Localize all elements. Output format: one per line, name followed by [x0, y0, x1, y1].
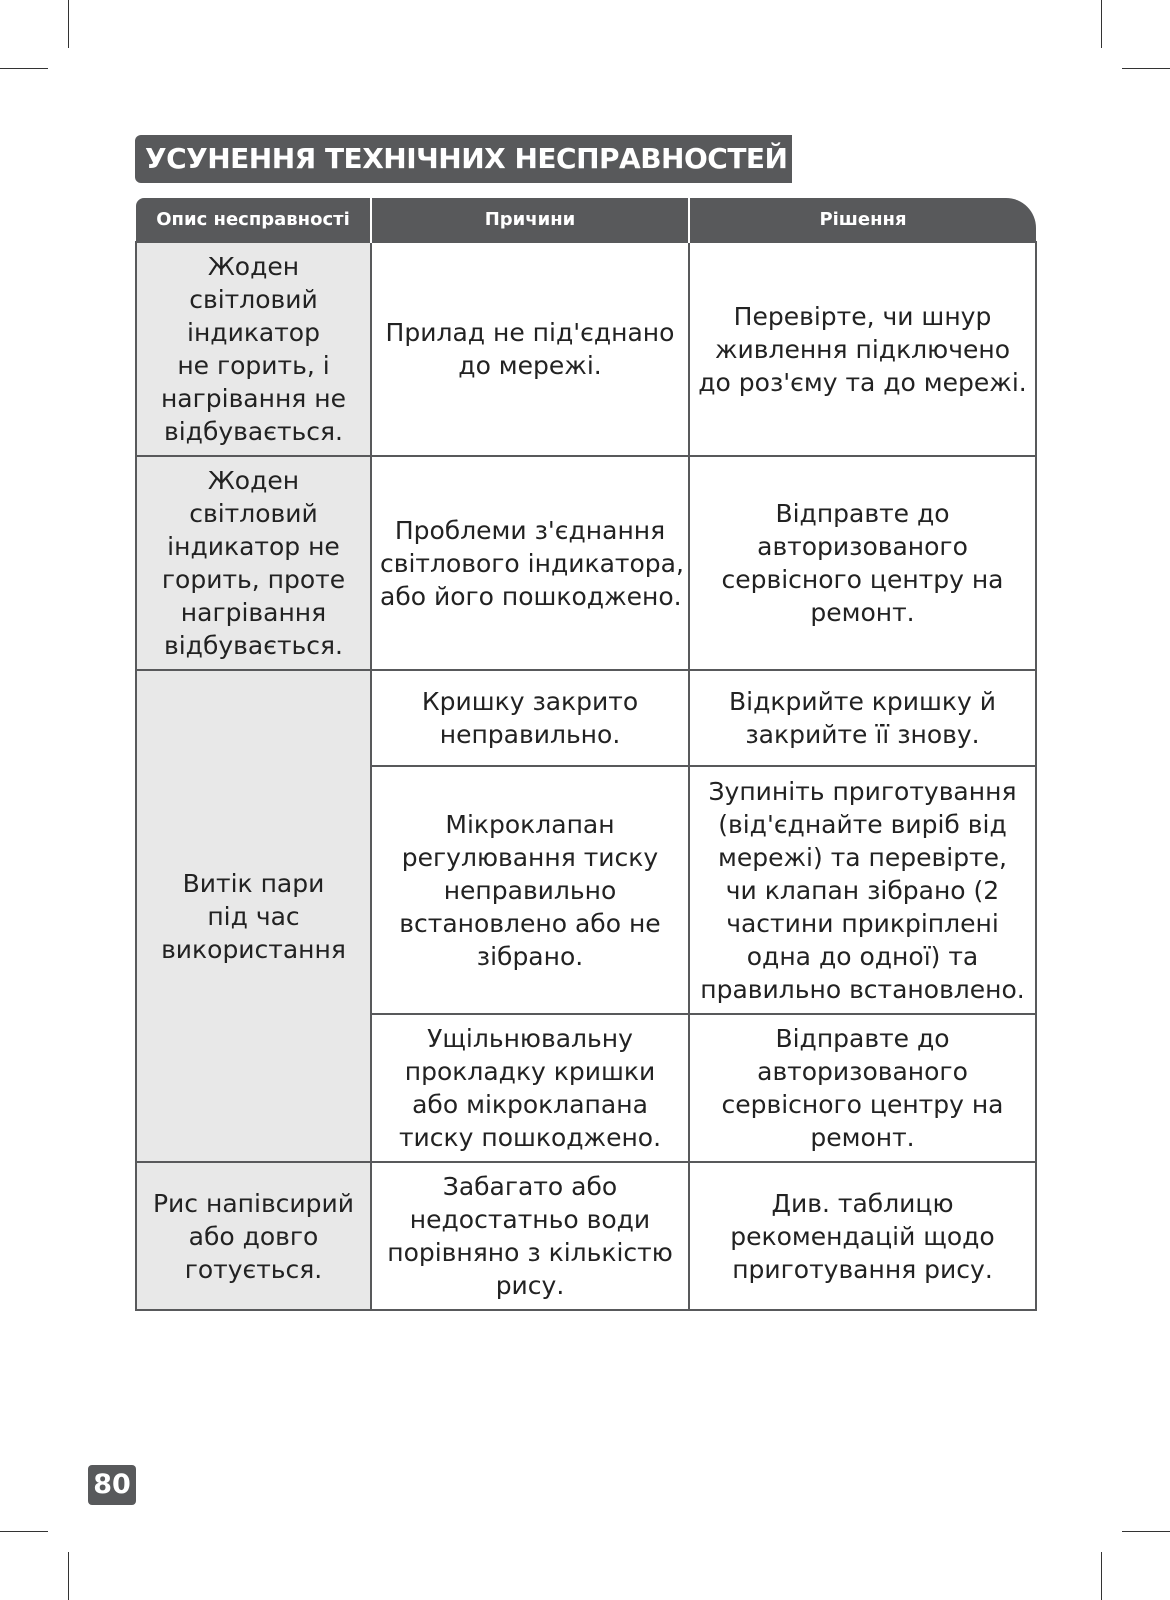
cell-text-line: неправильно. — [439, 720, 621, 749]
cell-text-line: Ущільнювальну — [427, 1024, 633, 1053]
cell-text-line: Відправте до — [775, 1024, 950, 1053]
cell-text-line: до мережі. — [458, 351, 602, 380]
cause-cell — [371, 670, 689, 766]
cell-text-line: частини прикріплені — [726, 908, 999, 938]
cell-text-line: неправильно — [443, 875, 617, 905]
cell-text-line: Відправте до — [775, 499, 950, 528]
cell-text-line: Забагато або — [442, 1172, 618, 1201]
fault-description-cell — [136, 242, 371, 456]
header-causes: Причини — [371, 198, 689, 242]
cell-text-line: світловий — [189, 499, 318, 528]
cell-text-line: індикатор — [187, 318, 320, 347]
cell-text-line: авторизованого — [757, 532, 968, 561]
cell-text-line: Жоден — [207, 252, 300, 281]
crop-mark — [68, 1552, 69, 1600]
cell-text-line: чи клапан зібрано (2 — [725, 875, 1000, 905]
solution-cell — [689, 456, 1036, 670]
solution-cell — [689, 1014, 1036, 1162]
solution-cell — [689, 1162, 1036, 1310]
cell-text-line: або мікроклапана — [412, 1090, 648, 1119]
fault-description-cell — [136, 456, 371, 670]
table-row — [136, 242, 1036, 456]
cell-text-line: сервісного центру на — [721, 1090, 1004, 1119]
crop-mark — [68, 0, 69, 48]
cell-text-line: ремонт. — [810, 598, 915, 627]
cell-text-line: відбувається. — [164, 631, 343, 660]
cell-text-line: світлового індикатора, — [380, 548, 684, 578]
header-description: Опис несправності — [136, 198, 371, 242]
cell-text-line: Мікроклапан — [445, 809, 615, 839]
page-number: 80 — [88, 1465, 136, 1505]
cell-text-line: до роз'єму та до мережі. — [698, 367, 1027, 397]
cell-text-line: Відкрийте кришку й — [729, 687, 996, 716]
cell-text-line: сервісного центру на — [721, 565, 1004, 594]
cell-text-line: горить, проте — [161, 565, 346, 594]
cause-cell — [371, 766, 689, 1014]
solution-cell — [689, 670, 1036, 766]
crop-mark — [0, 68, 48, 69]
cell-text-line: зібрано. — [476, 941, 584, 971]
cell-text-line: індикатор не — [167, 532, 340, 561]
crop-mark — [1122, 68, 1170, 69]
section-title: УСУНЕННЯ ТЕХНІЧНИХ НЕСПРАВНОСТЕЙ — [135, 135, 792, 183]
cell-text-line: Прилад не під'єднано — [385, 318, 675, 347]
header-solutions: Рішення — [689, 198, 1036, 242]
table-row — [136, 1162, 1036, 1310]
table-row — [136, 456, 1036, 670]
cell-text-line: нагрівання не — [160, 384, 347, 413]
cell-text-line: використання — [161, 934, 346, 964]
fault-description-cell — [136, 1162, 371, 1310]
table-row — [136, 670, 1036, 766]
cell-text-line: або довго — [188, 1221, 319, 1251]
crop-mark — [0, 1531, 48, 1532]
cell-text-line: (від'єднайте виріб від — [718, 809, 1007, 839]
cell-text-line: Проблеми з'єднання — [394, 515, 666, 545]
cell-text-line: правильно встановлено. — [700, 974, 1025, 1004]
cell-text-line: відбувається. — [164, 417, 343, 446]
cell-text-line: рекомендацій щодо — [730, 1221, 995, 1251]
crop-mark — [1101, 1552, 1102, 1600]
cell-text-line: одна до одної) та — [746, 941, 979, 971]
cell-text-line: не горить, і — [177, 351, 330, 380]
cell-text-line: під час — [207, 901, 300, 931]
solution-cell — [689, 766, 1036, 1014]
cell-text-line: встановлено або не — [399, 908, 661, 938]
crop-mark — [1122, 1531, 1170, 1532]
cause-cell — [371, 456, 689, 670]
cause-cell — [371, 242, 689, 456]
cause-cell — [371, 1014, 689, 1162]
cell-text-line: мережі) та перевірте, — [718, 842, 1007, 872]
solution-cell — [689, 242, 1036, 456]
cell-text-line: рису. — [495, 1271, 565, 1300]
cell-text-line: недостатньо води — [409, 1205, 651, 1234]
table-header-row — [136, 198, 1036, 242]
crop-mark — [1101, 0, 1102, 48]
cause-cell — [371, 1162, 689, 1310]
cell-text-line: Рис напівсирий — [152, 1188, 355, 1218]
cell-text-line: приготування рису. — [732, 1254, 993, 1284]
cell-text-line: світловий — [189, 285, 318, 314]
cell-text-line: Кришку закрито — [421, 687, 639, 716]
cell-text-line: порівняно з кількістю — [387, 1238, 673, 1267]
cell-text-line: Витік пари — [182, 868, 325, 898]
cell-text-line: живлення підключено — [714, 334, 1011, 364]
cell-text-line: прокладку кришки — [404, 1057, 656, 1086]
cell-text-line: Зупиніть приготування — [708, 776, 1017, 806]
cell-text-line: нагрівання — [180, 598, 327, 627]
cell-text-line: Перевірте, чи шнур — [733, 301, 992, 331]
cell-text-line: тиску пошкоджено. — [398, 1123, 662, 1152]
cell-text-line: Жоден — [207, 466, 300, 495]
cell-text-line: Див. таблицю — [771, 1188, 954, 1218]
cell-text-line: готується. — [184, 1254, 323, 1284]
cell-text-line: регулювання тиску — [401, 842, 659, 872]
table-body — [136, 242, 1036, 1310]
troubleshooting-table — [135, 198, 1037, 1311]
cell-text-line: або його пошкоджено. — [380, 581, 682, 611]
cell-text-line: авторизованого — [757, 1057, 968, 1086]
cell-text-line: закрийте її знову. — [745, 720, 980, 749]
fault-description-cell — [136, 670, 371, 1162]
cell-text-line: ремонт. — [810, 1123, 915, 1152]
